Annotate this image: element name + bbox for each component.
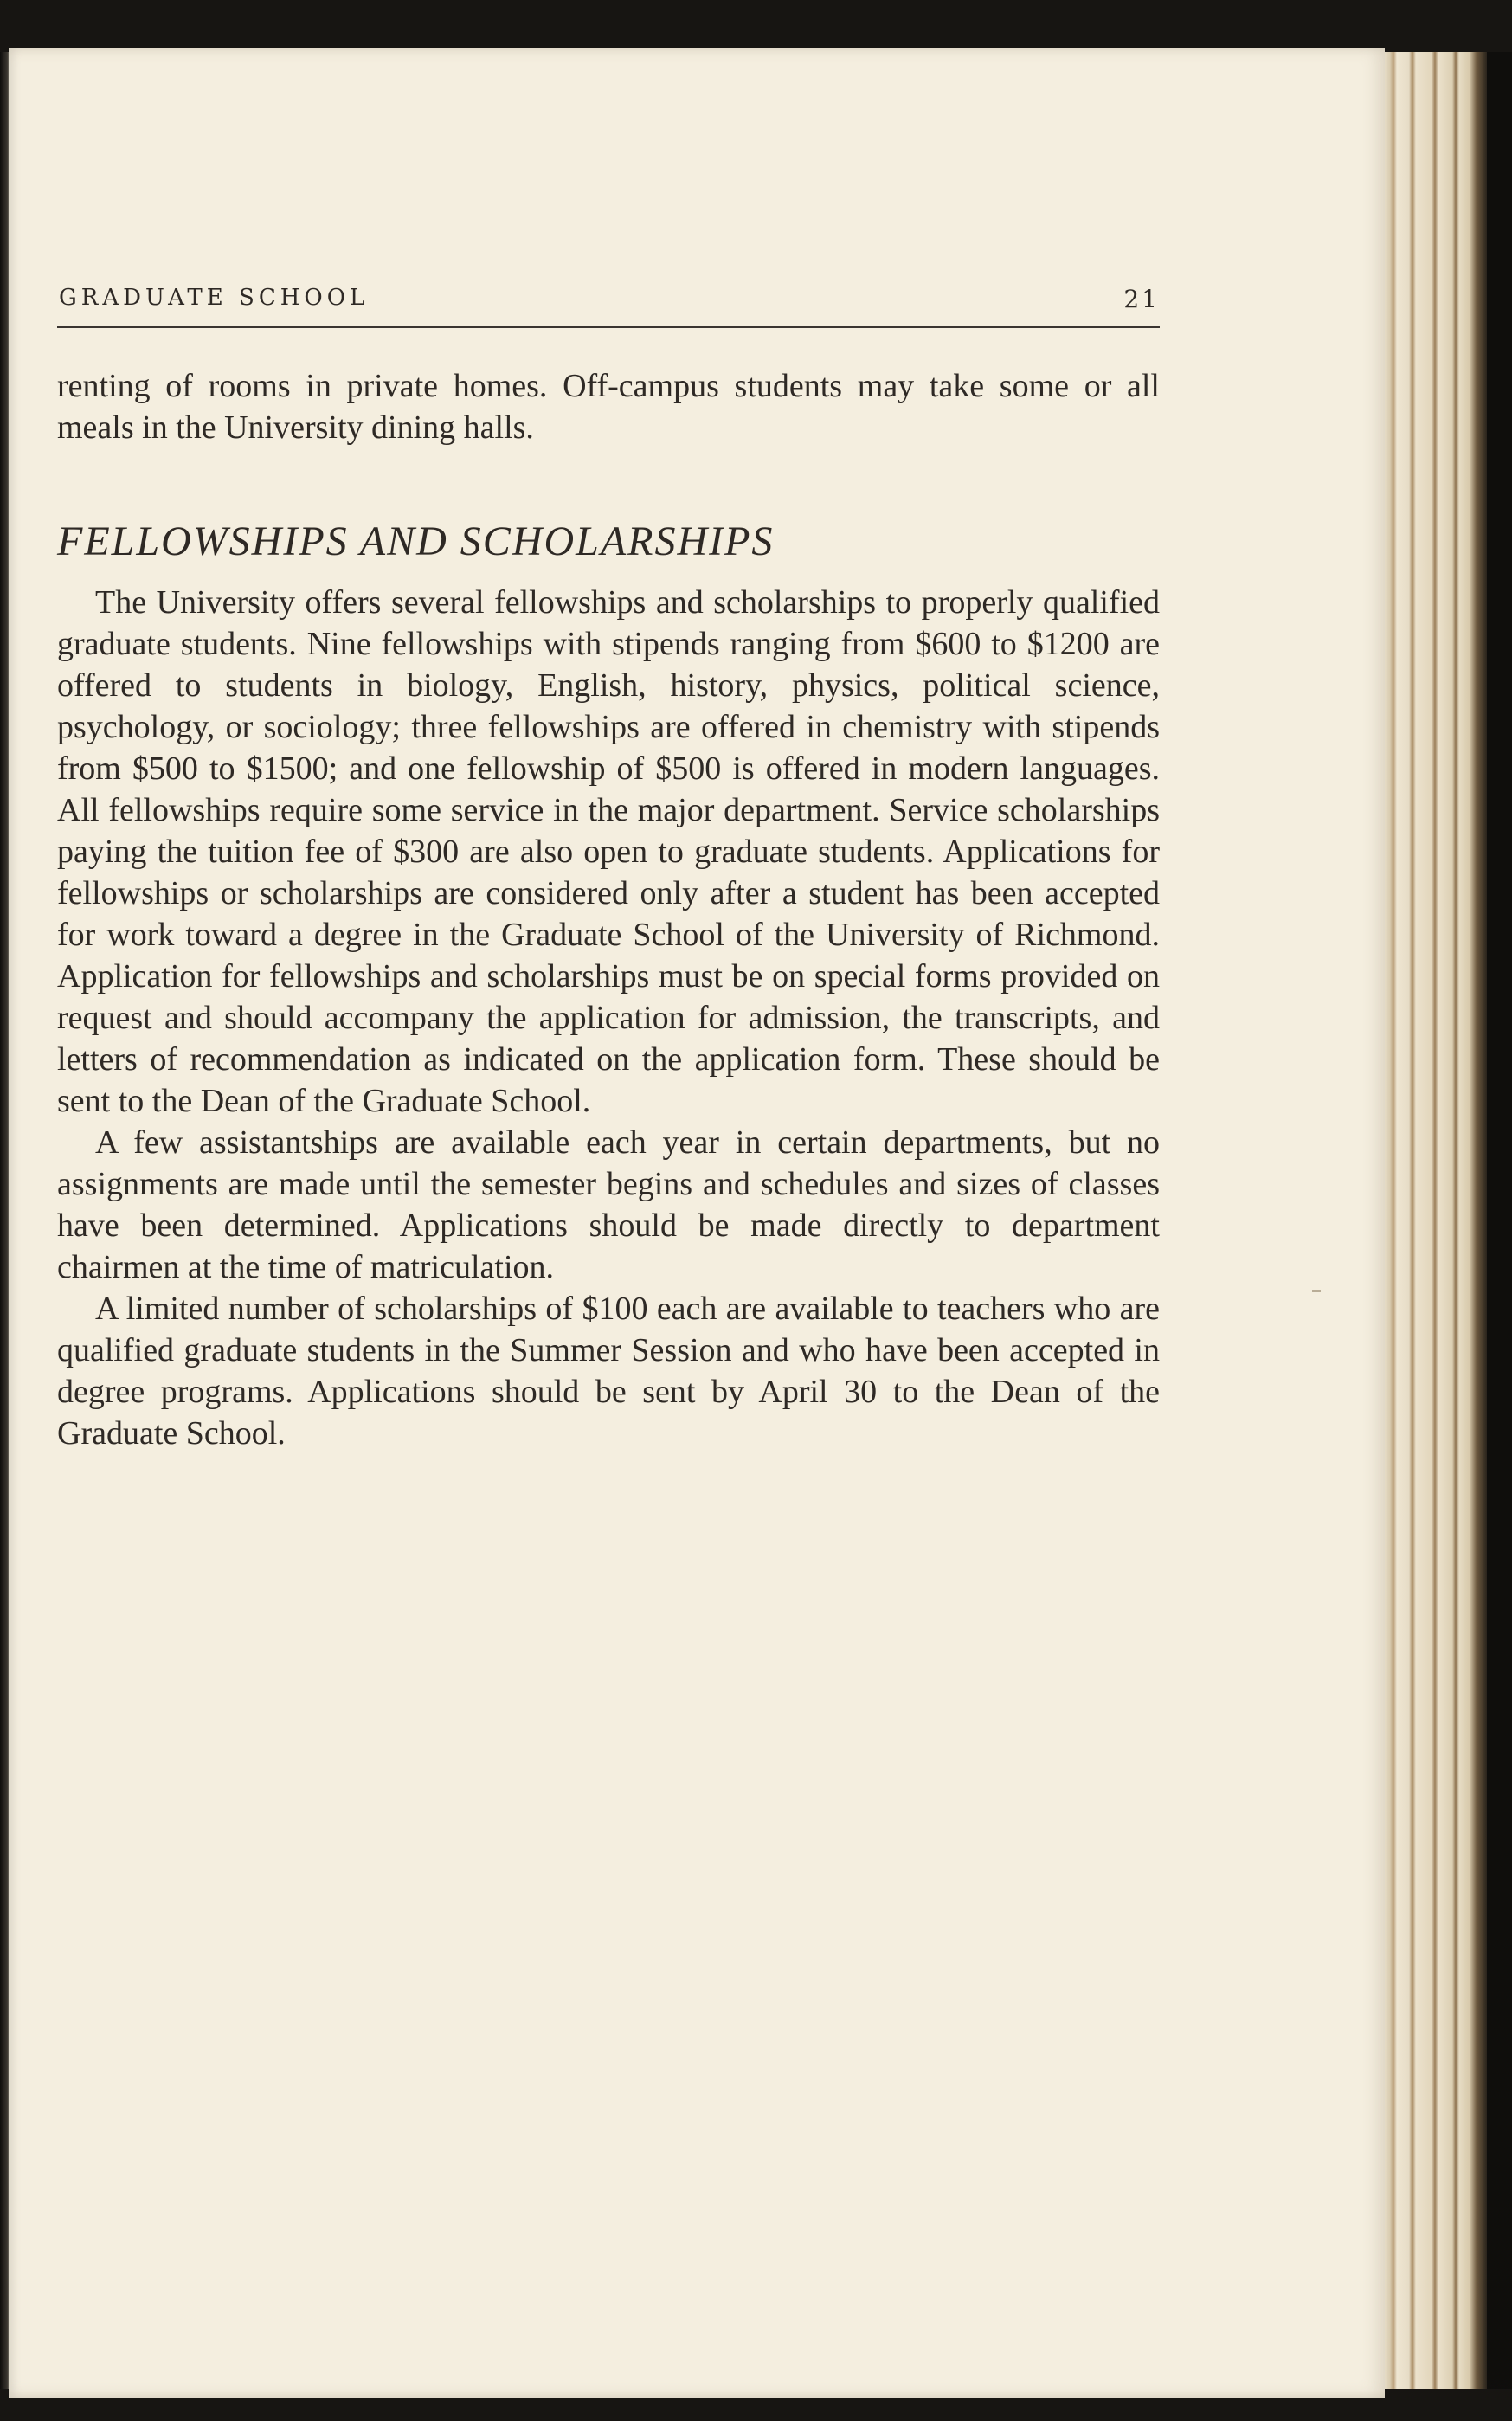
- paragraph-fellowships: The University offers several fellowships and scholarships to properly qualified graduate students. Nine fellowships with stipends ranging from $600 to $1200 are offered to students in biology, English, history, physics, political science, psychology, or sociology; three fellowships are offered in chemistry with stipends from $500 to $1500; and one fellowship of $500 is offered in modern languages. All fellowships require some service in the major department. Service scholarships paying the tuition fee of $300 are also open to graduate students. Applications for fellowships or scholarships are considered only after a student has been accepted for work toward a degree in the Graduate School of the University of Richmond. Application for fellowships and scholarships must be on special forms provided on request and should accompany the application for admission, the transcripts, and letters of recommendation as indicated on the application form. These should be sent to the Dean of the Graduate School.: [57, 584, 1160, 1119]
- paragraph-assistantships: A few assistantships are available each year in certain departments, but no assignments are made until the semester begins and schedules and sizes of classes have been determined. Applications should be made directly to department chairmen at the time of matriculation.: [57, 1124, 1160, 1285]
- section-heading: FELLOWSHIPS AND SCHOLARSHIPS: [57, 518, 775, 564]
- intro-paragraph: renting of rooms in private homes. Off-campus students may take some or all meals in the University dining halls.: [57, 368, 1160, 446]
- section-body: [57, 582, 1160, 1454]
- page-stack-edges: [1383, 52, 1487, 2389]
- page-header: [57, 283, 1160, 328]
- page-number: 21: [1123, 285, 1160, 313]
- running-head: GRADUATE SCHOOL: [59, 285, 370, 311]
- page-mark: [1312, 1290, 1321, 1292]
- scan-background-edge: [1487, 52, 1512, 2389]
- paragraph-summer-scholarships: A limited number of scholarships of $100 each are available to teachers who are qualified graduate students in the Summer Session and who have been accepted in degree programs. Applications should be sent by April 30 to the Dean of the Graduate School.: [57, 1291, 1160, 1452]
